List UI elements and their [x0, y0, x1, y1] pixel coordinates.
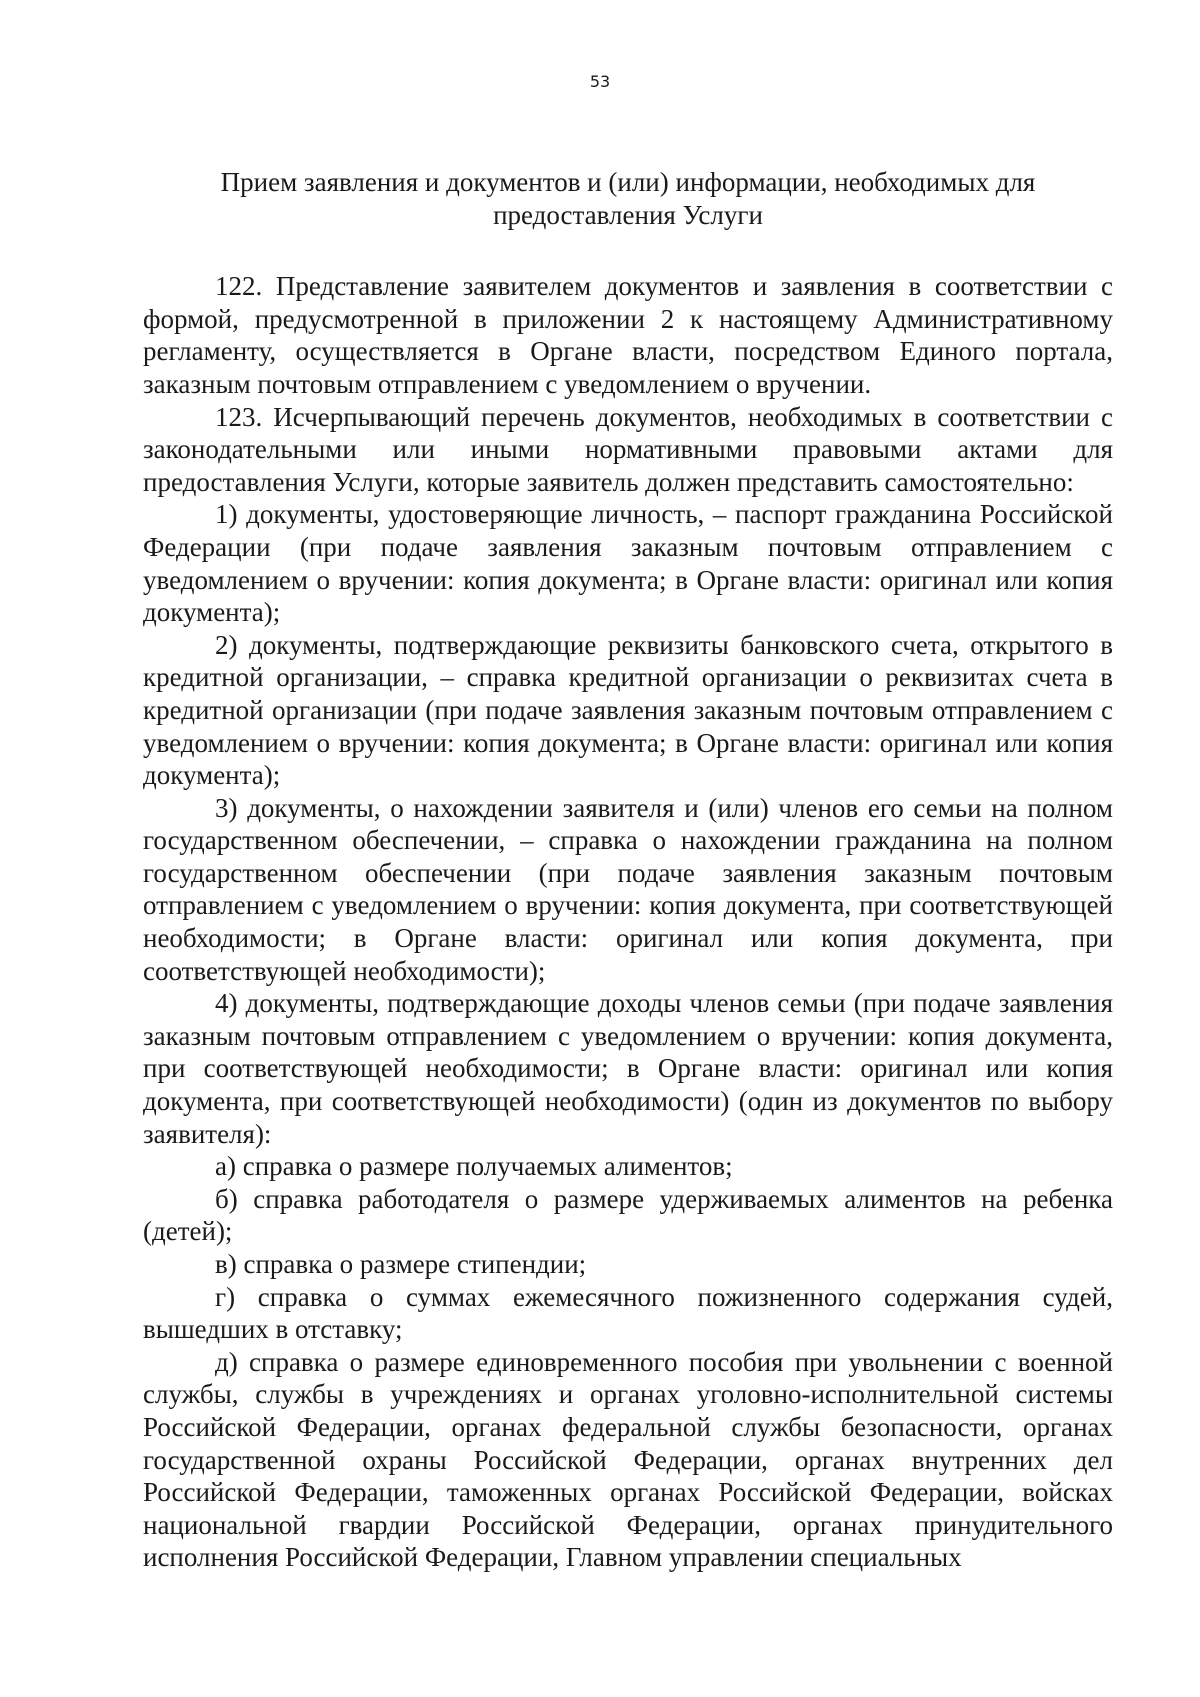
sub-item-v: в) справка о размере стипендии;	[215, 1249, 587, 1279]
page-number: 53	[589, 72, 611, 91]
document-body	[143, 166, 1113, 1574]
sub-item-b: б) справка работодателя о размере удерживаемых алиментов на ребенка (детей);	[143, 1183, 1113, 1247]
sub-item-a: а) справка о размере получаемых алиментов;	[215, 1151, 733, 1182]
list-item-2: 2) документы, подтверждающие реквизиты банковского счета, открытого в кредитной организации, – справка кредитной организации о реквизитах счета в кредитной организации (при подаче заявления заказным почтовым отправлением с уведомлением о вручении: копия документа; в Органе власти: оригинал или копия документа);	[143, 629, 1113, 791]
list-item-4: 4) документы, подтверждающие доходы членов семьи (при подаче заявления заказным почтовым отправлением с уведомлением о вручении: копия документа, при соответствующей необходимости; в Органе власти: оригинал или копия документа, при соответствующей необходимости) (один из документов по выбору заявителя):	[143, 988, 1113, 1149]
list-item-3: 3) документы, о нахождении заявителя и (или) членов его семьи на полном государственном обеспечении, – справка о нахождении гражданина на полном государственном обеспечении (при подаче заявления заказным почтовым отправлением с уведомлением о вручении: копия документа, при соответствующей необходимости; в Органе власти: оригинал или копия документа, при соответствующей необходимости);	[143, 792, 1113, 986]
paragraph-123: 123. Исчерпывающий перечень документов, необходимых в соответствии с законодательными или иными нормативными правовыми актами для предоставления Услуги, которые заявитель должен представить самостоятельно:	[143, 401, 1113, 497]
sub-item-g: г) справка о суммах ежемесячного пожизненного содержания судей, вышедших в отставку;	[143, 1281, 1113, 1345]
paragraph-122: 122. Представление заявителем документов и заявления в соответствии с формой, предусмотренной в приложении 2 к настоящему Административному регламенту, осуществляется в Органе власти, посредством Единого портала, заказным почтовым отправлением с уведомлением о вручении.	[143, 271, 1113, 399]
section-heading: Прием заявления и документов и (или) информации, необходимых для предоставления Услуги	[220, 167, 1036, 230]
sub-item-d: д) справка о размере единовременного пособия при увольнении с военной службы, службы в учреждениях и органах уголовно-исполнительной системы Российской Федерации, органах федеральной службы безопасности, органах государственной охраны Российской Федерации, органах внутренних дел Российской Федерации, таможенных органах Российской Федерации, войсках национальной гвардии Российской Федерации, органах принудительного исполнения Российской Федерации, Главном управлении специальных	[143, 1346, 1113, 1573]
list-item-1: 1) документы, удостоверяющие личность, – паспорт гражданина Российской Федерации (при подаче заявления заказным почтовым отправлением с уведомлением о вручении: копия документа; в Органе власти: оригинал или копия документа);	[143, 499, 1113, 628]
